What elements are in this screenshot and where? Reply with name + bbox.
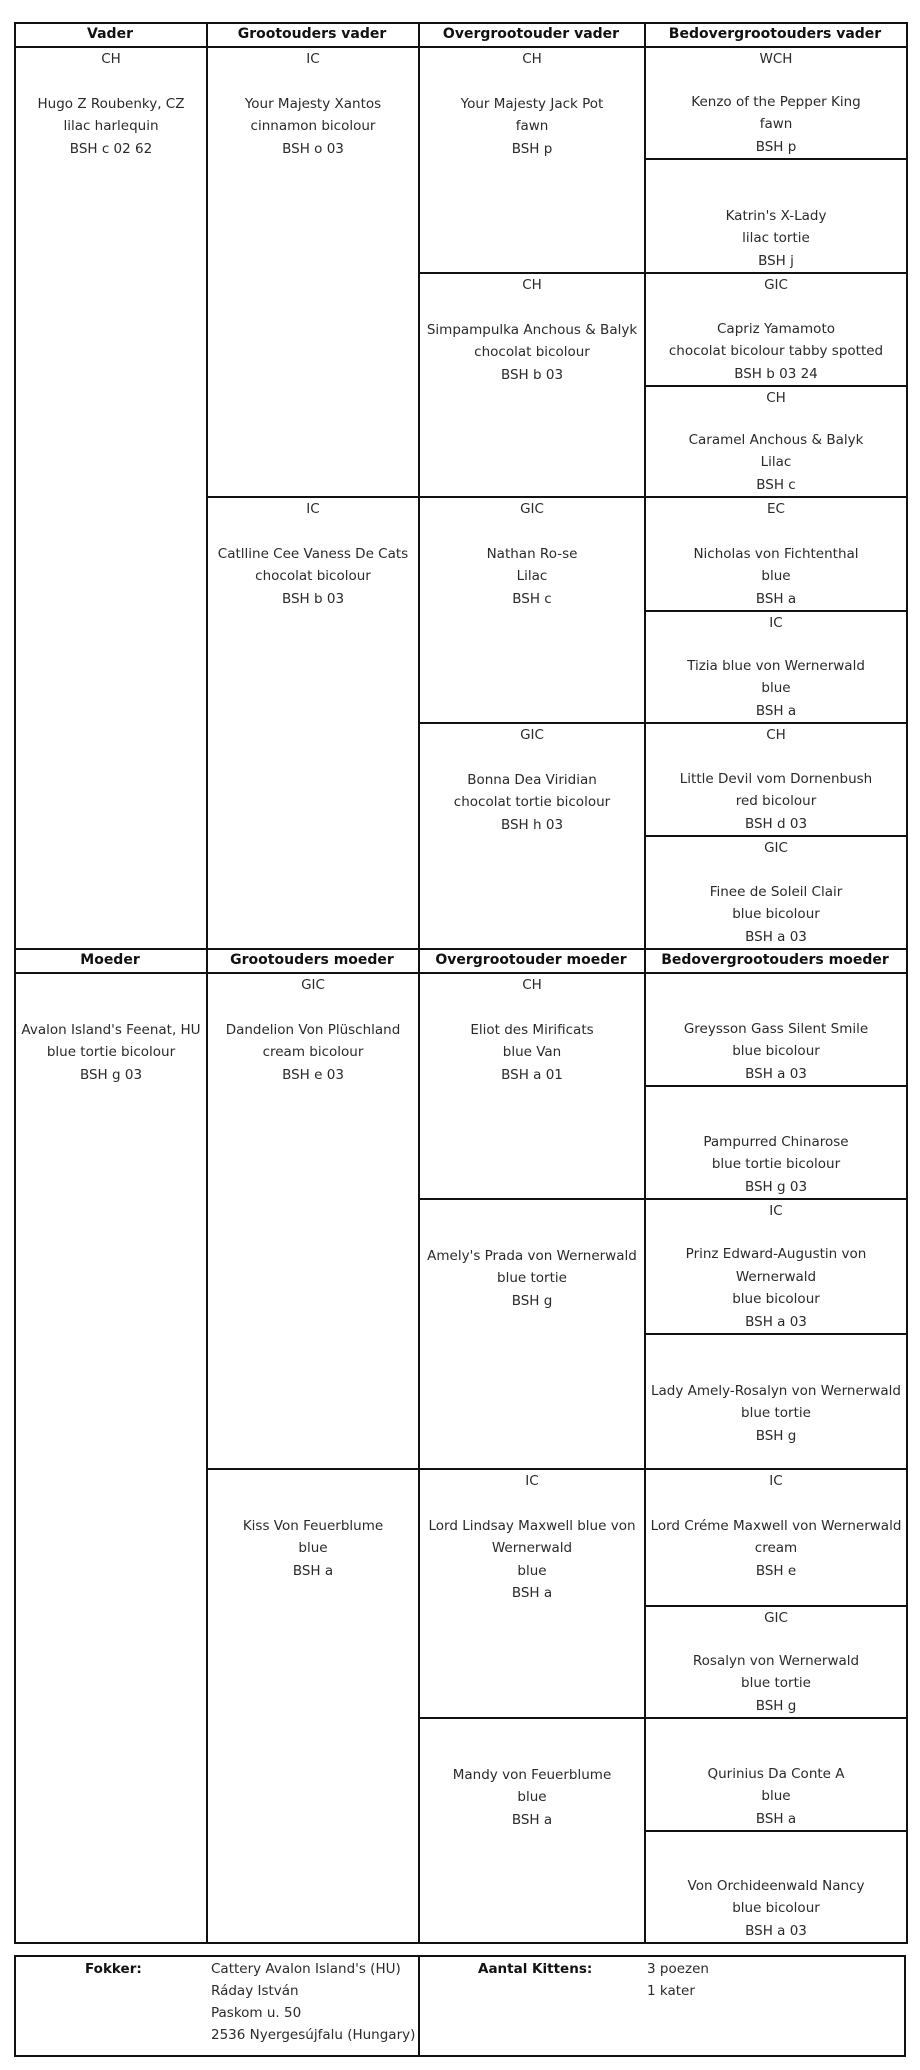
registration-code: BSH h 03 (500, 816, 564, 833)
table-border (906, 22, 908, 950)
cat-name: Prinz Edward-Augustin von Wernerwald (685, 1246, 867, 1285)
registration-code: BSH a 01 (501, 1066, 563, 1083)
great-great-grandparent-cell (646, 1470, 906, 1605)
cat-name: Rosalyn von Wernerwald (692, 1652, 860, 1669)
cat-name: Hugo Z Roubenky, CZ (37, 95, 185, 112)
title-badge: CH (522, 277, 542, 293)
cat-color: blue (761, 1788, 791, 1805)
great-great-grandparent-cell (646, 498, 906, 610)
cat-color: blue tortie bicolour (711, 1156, 841, 1173)
registration-code: BSH a (511, 1585, 553, 1601)
cat-color: chocolat bicolour (474, 344, 590, 361)
cat-color: lilac harlequin (63, 118, 159, 135)
title-badge: CH (766, 727, 786, 743)
great-great-grandparent-cell (646, 974, 906, 1085)
cat-name: Bonna Dea Viridian (467, 771, 597, 788)
column-header: Grootouders moeder (230, 952, 394, 968)
cat-name: Caramel Anchous & Balyk (688, 431, 864, 448)
cat-name: Amely's Prada von Wernerwald (427, 1247, 637, 1264)
great-grandparent-cell (420, 274, 644, 496)
great-grandparent-cell (420, 974, 644, 1198)
great-great-grandparent-cell (646, 160, 906, 272)
cat-color: blue (298, 1540, 328, 1557)
cat-name: Kenzo of the Pepper King (691, 93, 861, 110)
registration-code: BSH a 03 (745, 1922, 807, 1939)
registration-code: BSH b 03 24 (734, 365, 818, 382)
registration-code: BSH a (755, 590, 797, 607)
title-badge: GIC (301, 977, 325, 993)
title-badge: IC (769, 1473, 783, 1489)
title-badge: CH (766, 390, 786, 406)
cat-color: cream (754, 1540, 798, 1557)
registration-code: BSH o 03 (282, 140, 344, 157)
great-great-grandparent-cell (646, 837, 906, 948)
registration-code: BSH g (755, 1697, 797, 1714)
great-great-grandparent-cell (646, 1832, 906, 1942)
registration-code: BSH p (511, 140, 553, 157)
cat-color: blue bicolour (732, 1900, 820, 1917)
registration-code: BSH d 03 (744, 815, 808, 832)
cat-name: Lady Amely-Rosalyn von Wernerwald (651, 1382, 901, 1399)
breeder-line: Ráday István (211, 1983, 299, 1999)
title-badge: IC (769, 1203, 783, 1219)
table-border (14, 948, 906, 950)
parent-cell (16, 974, 206, 1942)
great-great-grandparent-cell (646, 48, 906, 158)
breeder-line: Cattery Avalon Island's (HU) (211, 1961, 401, 1977)
cat-color: red bicolour (735, 793, 817, 810)
column-header: Vader (87, 26, 133, 42)
registration-code: BSH a 03 (745, 1065, 807, 1082)
great-grandparent-cell (420, 724, 644, 948)
great-great-grandparent-cell (646, 1087, 906, 1198)
column-header: Grootouders vader (237, 26, 387, 42)
cat-name: Kiss Von Feuerblume (242, 1517, 384, 1534)
cat-name: Capriz Yamamoto (717, 320, 835, 337)
great-great-grandparent-cell (646, 1607, 906, 1717)
title-badge: GIC (764, 840, 788, 856)
title-badge: CH (522, 977, 542, 993)
great-great-grandparent-cell (646, 274, 906, 385)
grandparent-cell (208, 48, 418, 496)
cat-name: Eliot des Mirificats (470, 1021, 594, 1038)
cat-name: Your Majesty Jack Pot (460, 95, 604, 112)
title-badge: IC (306, 51, 320, 67)
cat-name: Pampurred Chinarose (703, 1133, 849, 1150)
registration-code: BSH g 03 (744, 1178, 808, 1195)
title-badge: CH (522, 51, 542, 67)
cat-color: blue tortie (741, 1675, 811, 1692)
title-badge: GIC (520, 727, 544, 743)
cat-name: Mandy von Feuerblume (452, 1766, 612, 1783)
cat-color: chocolat tortie bicolour (453, 794, 611, 811)
cat-color: cinnamon bicolour (250, 118, 376, 135)
great-great-grandparent-cell (646, 612, 906, 722)
cat-name: Little Devil vom Dornenbush (679, 770, 873, 787)
title-badge: IC (769, 615, 783, 631)
cat-color: lilac tortie (742, 230, 810, 247)
kittens-line: 1 kater (647, 1983, 695, 1999)
cat-color: blue tortie bicolour (46, 1044, 176, 1061)
cat-name: Catlline Cee Vaness De Cats (217, 545, 409, 562)
registration-code: BSH g (511, 1292, 553, 1309)
cat-name: Qurinius Da Conte A (707, 1765, 845, 1782)
table-border (14, 22, 906, 24)
cat-name: Katrin's X-Lady (725, 207, 827, 224)
great-grandparent-cell (420, 1470, 644, 1717)
registration-code: BSH g 03 (79, 1066, 143, 1083)
great-great-grandparent-cell (646, 1335, 906, 1468)
great-great-grandparent-cell (646, 387, 906, 496)
registration-code: BSH b 03 (500, 366, 564, 383)
cat-name: Von Orchideenwald Nancy (687, 1877, 865, 1894)
cat-color: cream bicolour (262, 1044, 364, 1061)
cat-name: Lord Lindsay Maxwell blue von Wernerwald (428, 1517, 636, 1557)
registration-code: BSH a 03 (745, 1313, 807, 1330)
kittens-line: 3 poezen (647, 1961, 709, 1977)
grandparent-cell (208, 974, 418, 1468)
cat-color: blue bicolour (732, 906, 820, 923)
great-great-grandparent-cell (646, 724, 906, 835)
cat-color: Lilac (760, 454, 792, 471)
registration-code: BSH e 03 (282, 1066, 344, 1083)
title-badge: GIC (520, 501, 544, 517)
breeder-line: 2536 Nyergesújfalu (Hungary) (211, 2027, 416, 2043)
registration-code: BSH j (758, 252, 794, 269)
column-header: Bedovergrootouders vader (668, 26, 882, 42)
cat-name: Simpampulka Anchous & Balyk (426, 321, 638, 338)
cat-color: blue (761, 568, 791, 585)
cat-color: blue (517, 1789, 547, 1806)
cat-name: Greysson Gass Silent Smile (683, 1020, 869, 1037)
registration-code: BSH a (755, 1810, 797, 1827)
cat-color: blue bicolour (732, 1043, 820, 1060)
cat-name: Nicholas von Fichtenthal (693, 545, 859, 562)
title-badge: GIC (764, 277, 788, 293)
great-great-grandparent-cell (646, 1719, 906, 1830)
registration-code: BSH e (755, 1562, 797, 1579)
great-grandparent-cell (420, 1719, 644, 1942)
registration-code: BSH c (756, 476, 796, 493)
cat-name: Avalon Island's Feenat, HU (21, 1021, 201, 1038)
cat-color: Lilac (516, 568, 548, 585)
registration-code: BSH b 03 (281, 590, 345, 607)
title-badge: IC (306, 501, 320, 517)
registration-code: BSH a 03 (745, 928, 807, 945)
cat-name: Dandelion Von Plüschland (225, 1021, 401, 1038)
cat-color: blue (761, 680, 791, 697)
parent-cell (16, 48, 206, 948)
column-header: Moeder (80, 952, 140, 968)
cat-color: chocolat bicolour tabby spotted (668, 343, 884, 360)
title-badge: WCH (759, 51, 793, 67)
cat-color: blue bicolour (732, 1291, 820, 1308)
cat-color: blue Van (502, 1044, 562, 1061)
title-badge: GIC (764, 1610, 788, 1626)
cat-color: blue tortie (741, 1405, 811, 1422)
kittens-label: Aantal Kittens: (478, 1961, 593, 1977)
title-badge: CH (101, 51, 121, 67)
table-border (14, 1942, 906, 1944)
cat-color: chocolat bicolour (255, 568, 371, 585)
title-badge: IC (525, 1473, 539, 1489)
great-grandparent-cell (420, 48, 644, 272)
title-badge: EC (767, 501, 785, 517)
cat-color: blue (517, 1562, 547, 1579)
registration-code: BSH a (292, 1562, 334, 1579)
table-border (906, 948, 908, 1944)
column-header: Overgrootouder moeder (435, 952, 627, 968)
cat-name: Tizia blue von Wernerwald (687, 657, 865, 674)
cat-name: Finee de Soleil Clair (709, 883, 843, 900)
breeder-line: Paskom u. 50 (211, 2005, 302, 2021)
cat-color: fawn (515, 118, 549, 135)
cat-color: fawn (759, 116, 793, 133)
cat-name: Nathan Ro-se (486, 545, 578, 562)
registration-code: BSH c (512, 590, 552, 607)
great-grandparent-cell (420, 498, 644, 722)
cat-name: Lord Créme Maxwell von Wernerwald (650, 1517, 902, 1534)
registration-code: BSH g (755, 1427, 797, 1444)
great-grandparent-cell (420, 1200, 644, 1468)
cat-color: blue tortie (497, 1270, 567, 1287)
registration-code: BSH p (755, 138, 797, 155)
registration-code: BSH a (755, 702, 797, 719)
registration-code: BSH c 02 62 (69, 140, 153, 157)
column-header: Overgrootouder vader (442, 26, 620, 42)
breeder-label: Fokker: (85, 1961, 142, 1977)
grandparent-cell (208, 1470, 418, 1942)
column-header: Bedovergrootouders moeder (661, 952, 889, 968)
registration-code: BSH a (511, 1811, 553, 1828)
cat-name: Your Majesty Xantos (244, 95, 382, 112)
grandparent-cell (208, 498, 418, 948)
great-great-grandparent-cell (646, 1200, 906, 1333)
